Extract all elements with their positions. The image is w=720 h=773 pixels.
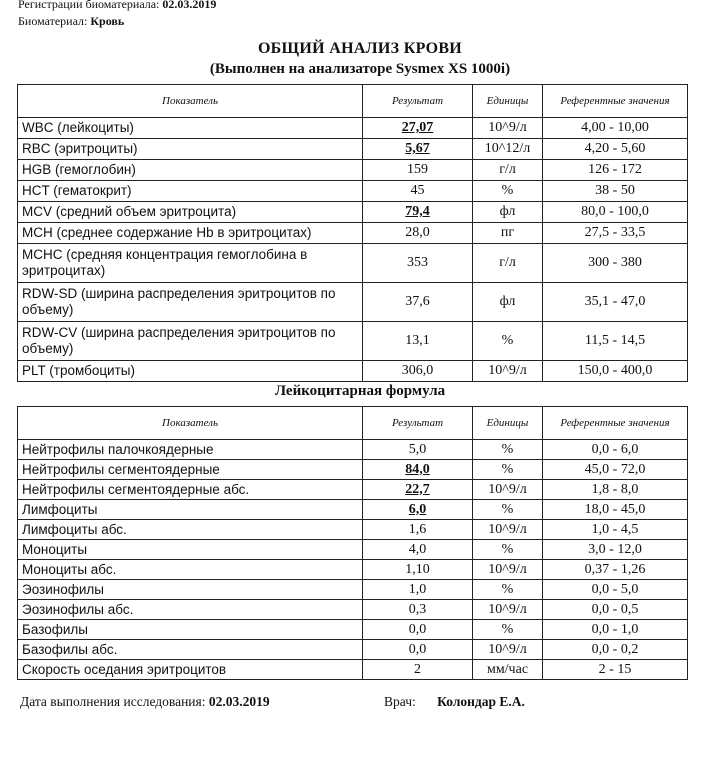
footer-date [20,694,270,710]
param-cell: RDW-SD (ширина распределения эритроцитов по объему) [18,283,363,322]
result-cell: 79,4 [363,202,473,223]
table-row [18,580,688,600]
ref-cell: 2 - 15 [543,660,688,680]
param-cell: Лимфоциты абс. [18,520,363,540]
unit-cell: % [473,440,543,460]
unit-cell: 10^9/л [473,520,543,540]
unit-cell: % [473,500,543,520]
unit-cell: 10^9/л [473,361,543,382]
param-cell: Лимфоциты [18,500,363,520]
header-units: Единицы [473,85,543,118]
unit-cell: % [473,580,543,600]
ref-cell: 0,0 - 0,5 [543,600,688,620]
unit-cell: мм/час [473,660,543,680]
unit-cell: 10^12/л [473,139,543,160]
table-row [18,244,688,283]
param-cell: Моноциты [18,540,363,560]
footer-date-label: Дата выполнения исследования: [20,694,206,709]
ref-cell: 150,0 - 400,0 [543,361,688,382]
unit-cell: фл [473,283,543,322]
param-cell: Нейтрофилы сегментоядерные абс. [18,480,363,500]
table-row [18,322,688,361]
table-row [18,139,688,160]
param-cell: RDW-CV (ширина распределения эритроцитов по объему) [18,322,363,361]
table-row [18,361,688,382]
result-cell: 13,1 [363,322,473,361]
param-cell: Эозинофилы абс. [18,600,363,620]
result-cell: 5,67 [363,139,473,160]
unit-cell: % [473,540,543,560]
param-cell: Нейтрофилы сегментоядерные [18,460,363,480]
table-row [18,202,688,223]
ref-cell: 38 - 50 [543,181,688,202]
unit-cell: 10^9/л [473,600,543,620]
registration-label: Регистрации биоматериала: [18,0,160,11]
ref-cell: 0,0 - 1,0 [543,620,688,640]
ref-cell: 3,0 - 12,0 [543,540,688,560]
param-cell: Скорость оседания эритроцитов [18,660,363,680]
param-cell: Моноциты абс. [18,560,363,580]
cbc-header-row [18,85,688,118]
ref-cell: 45,0 - 72,0 [543,460,688,480]
ref-cell: 18,0 - 45,0 [543,500,688,520]
result-cell: 1,10 [363,560,473,580]
table-row [18,440,688,460]
table-row [18,460,688,480]
table-row [18,640,688,660]
biomaterial-line [18,14,124,28]
ref-cell: 27,5 - 33,5 [543,223,688,244]
unit-cell: 10^9/л [473,118,543,139]
table-row [18,283,688,322]
unit-cell: 10^9/л [473,560,543,580]
result-cell: 5,0 [363,440,473,460]
param-cell: Нейтрофилы палочкоядерные [18,440,363,460]
diff-table [17,406,688,680]
result-cell: 27,07 [363,118,473,139]
ref-cell: 80,0 - 100,0 [543,202,688,223]
result-cell: 2 [363,660,473,680]
param-cell: HCT (гематокрит) [18,181,363,202]
result-cell: 4,0 [363,540,473,560]
ref-cell: 126 - 172 [543,160,688,181]
table-row [18,181,688,202]
table-row [18,660,688,680]
section-title: Лейкоцитарная формула [274,383,446,399]
table-row [18,118,688,139]
ref-cell: 11,5 - 14,5 [543,322,688,361]
result-cell: 0,3 [363,600,473,620]
header-param: Показатель [18,407,363,440]
ref-cell: 4,00 - 10,00 [543,118,688,139]
param-cell: Базофилы абс. [18,640,363,660]
footer-doctor-label: Врач: [384,694,416,709]
result-cell: 1,0 [363,580,473,600]
biomaterial-value: Кровь [90,14,125,28]
cbc-table [17,84,688,382]
unit-cell: пг [473,223,543,244]
header-ref: Референтные значения [543,85,688,118]
footer-doctor-name: Колондар Е.А. [437,694,525,709]
result-cell: 37,6 [363,283,473,322]
ref-cell: 1,8 - 8,0 [543,480,688,500]
ref-cell: 35,1 - 47,0 [543,283,688,322]
unit-cell: 10^9/л [473,640,543,660]
result-cell: 0,0 [363,620,473,640]
table-row [18,540,688,560]
unit-cell: г/л [473,160,543,181]
param-cell: RBC (эритроциты) [18,139,363,160]
unit-cell: % [473,460,543,480]
result-cell: 84,0 [363,460,473,480]
unit-cell: г/л [473,244,543,283]
footer-date-value: 02.03.2019 [208,694,270,709]
param-cell: WBC (лейкоциты) [18,118,363,139]
table-row [18,223,688,244]
page-title: ОБЩИЙ АНАЛИЗ КРОВИ [257,40,463,57]
param-cell: MCHC (средняя концентрация гемоглобина в эритроцитах) [18,244,363,283]
result-cell: 28,0 [363,223,473,244]
table-row [18,480,688,500]
ref-cell: 300 - 380 [543,244,688,283]
header-units: Единицы [473,407,543,440]
table-row [18,520,688,540]
unit-cell: 10^9/л [473,480,543,500]
param-cell: MCH (среднее содержание Hb в эритроцитах) [18,223,363,244]
ref-cell: 0,37 - 1,26 [543,560,688,580]
table-row [18,160,688,181]
header-result: Результат [363,407,473,440]
ref-cell: 4,20 - 5,60 [543,139,688,160]
result-cell: 306,0 [363,361,473,382]
page-subtitle: (Выполнен на анализаторе Sysmex XS 1000i) [209,61,511,77]
unit-cell: фл [473,202,543,223]
registration-line [18,0,216,11]
table-row [18,620,688,640]
result-cell: 22,7 [363,480,473,500]
footer-doctor [384,694,525,710]
diff-header-row [18,407,688,440]
result-cell: 45 [363,181,473,202]
ref-cell: 0,0 - 0,2 [543,640,688,660]
result-cell: 159 [363,160,473,181]
biomaterial-label: Биоматериал: [18,14,88,28]
header-result: Результат [363,85,473,118]
registration-date: 02.03.2019 [162,0,217,11]
header-param: Показатель [18,85,363,118]
result-cell: 6,0 [363,500,473,520]
result-cell: 0,0 [363,640,473,660]
table-row [18,600,688,620]
unit-cell: % [473,620,543,640]
unit-cell: % [473,181,543,202]
header-ref: Референтные значения [543,407,688,440]
ref-cell: 0,0 - 6,0 [543,440,688,460]
ref-cell: 0,0 - 5,0 [543,580,688,600]
ref-cell: 1,0 - 4,5 [543,520,688,540]
param-cell: HGB (гемоглобин) [18,160,363,181]
param-cell: Базофилы [18,620,363,640]
param-cell: PLT (тромбоциты) [18,361,363,382]
result-cell: 1,6 [363,520,473,540]
table-row [18,500,688,520]
param-cell: MCV (средний объем эритроцита) [18,202,363,223]
result-cell: 353 [363,244,473,283]
param-cell: Эозинофилы [18,580,363,600]
unit-cell: % [473,322,543,361]
table-row [18,560,688,580]
